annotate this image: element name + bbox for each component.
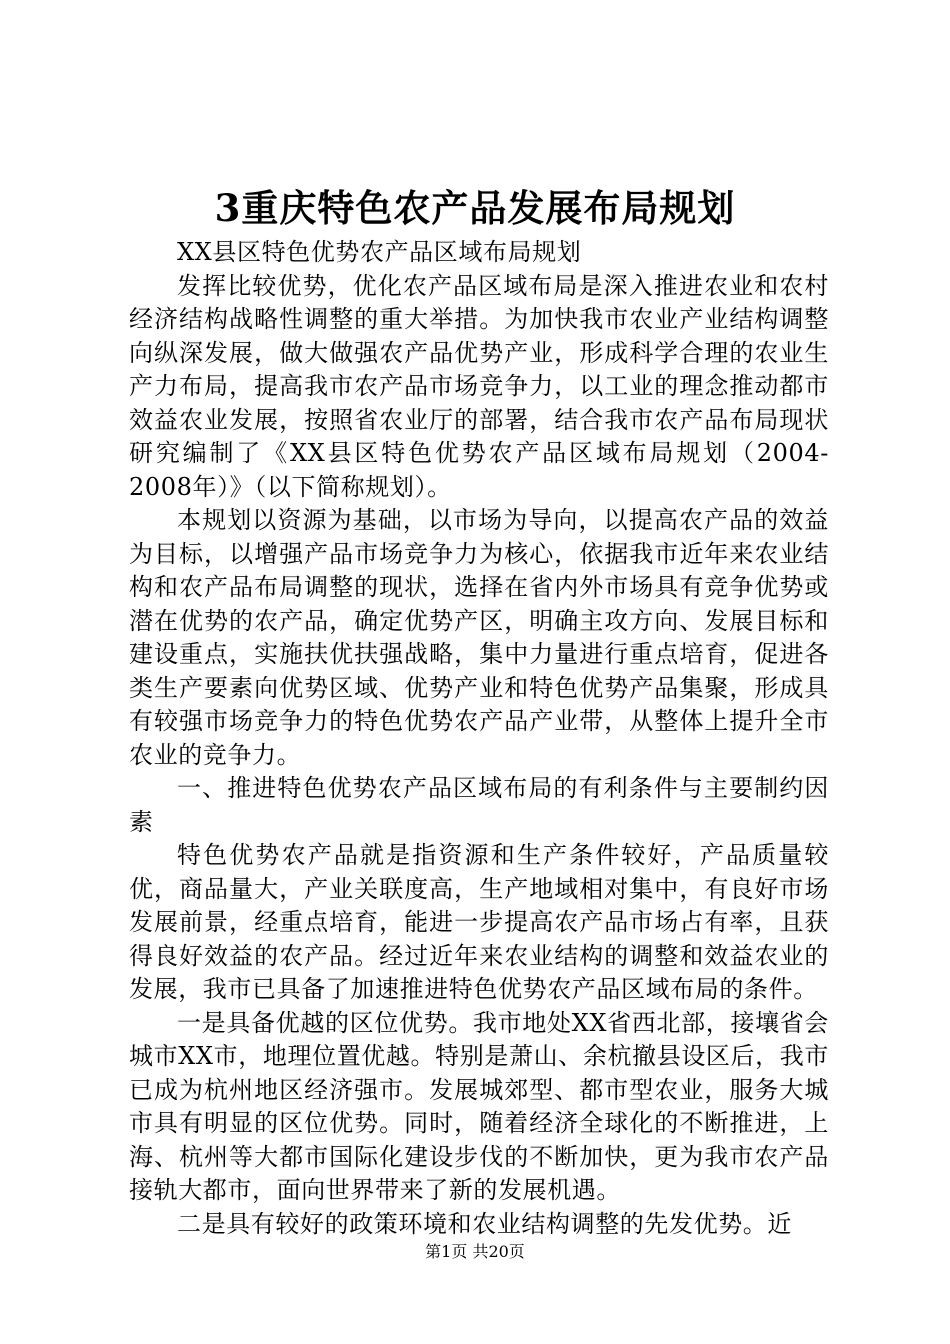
page-footer: 第1页 共20页 — [425, 1242, 525, 1261]
document-title: 3重庆特色农产品发展布局规划 — [214, 186, 736, 230]
body-paragraph: 特色优势农产品就是指资源和生产条件较好，产品质量较优，商品量大，产业关联度高，生产地域相对集中，有良好市场发展前景，经重点培育，能进一步提高农产品市场占有率，且获得良好效益的农产品。经过近年来农业结构的调整和效益农业的发展，我市已具备了加速推进特色优势农产品区域布局的条件。 — [129, 841, 829, 1003]
body-paragraph: 本规划以资源为基础，以市场为导向，以提高农产品的效益为目标，以增强产品市场竞争力为核心，依据我市近年来农业结构和农产品布局调整的现状，选择在省内外市场具有竞争优势或潜在优势的农产品，确定优势产区，明确主攻方向、发展目标和建设重点，实施扶优扶强战略，集中力量进行重点培育，促进各类生产要素向优势区域、优势产业和特色优势产品集聚，形成具有较强市场竞争力的特色优势农产品产业带，从整体上提升全市农业的竞争力。 — [129, 506, 829, 769]
subtitle-paragraph: XX县区特色优势农产品区域布局规划 — [177, 238, 582, 266]
body-paragraph: 二是具有较好的政策环境和农业结构调整的先发优势。近 — [177, 1209, 792, 1238]
body-paragraph: 一是具备优越的区位优势。我市地处XX省西北部，接壤省会城市XX市，地理位置优越。特别是萧山、余杭撤县设区后，我市已成为杭州地区经济强市。发展城郊型、都市型农业，服务大城市具有明显的区位优势。同时，随着经济全球化的不断推进，上海、杭州等大都市国际化建设步伐的不断加快，更为我市农产品接轨大都市，面向世界带来了新的发展机遇。 — [129, 1008, 829, 1204]
document-body — [129, 236, 829, 1241]
section-heading: 一、推进特色优势农产品区域布局的有利条件与主要制约因素 — [129, 774, 829, 836]
body-paragraph: 发挥比较优势，优化农产品区域布局是深入推进农业和农村经济结构战略性调整的重大举措。为加快我市农业产业结构调整向纵深发展，做大做强农产品优势产业，形成科学合理的农业生产力布局，提高我市农产品市场竞争力，以工业的理念推动都市效益农业发展，按照省农业厅的部署，结合我市农产品布局现状研究编制了《XX县区特色优势农产品区域布局规划（2004-2008年）》（以下简称规划）。 — [129, 271, 829, 501]
